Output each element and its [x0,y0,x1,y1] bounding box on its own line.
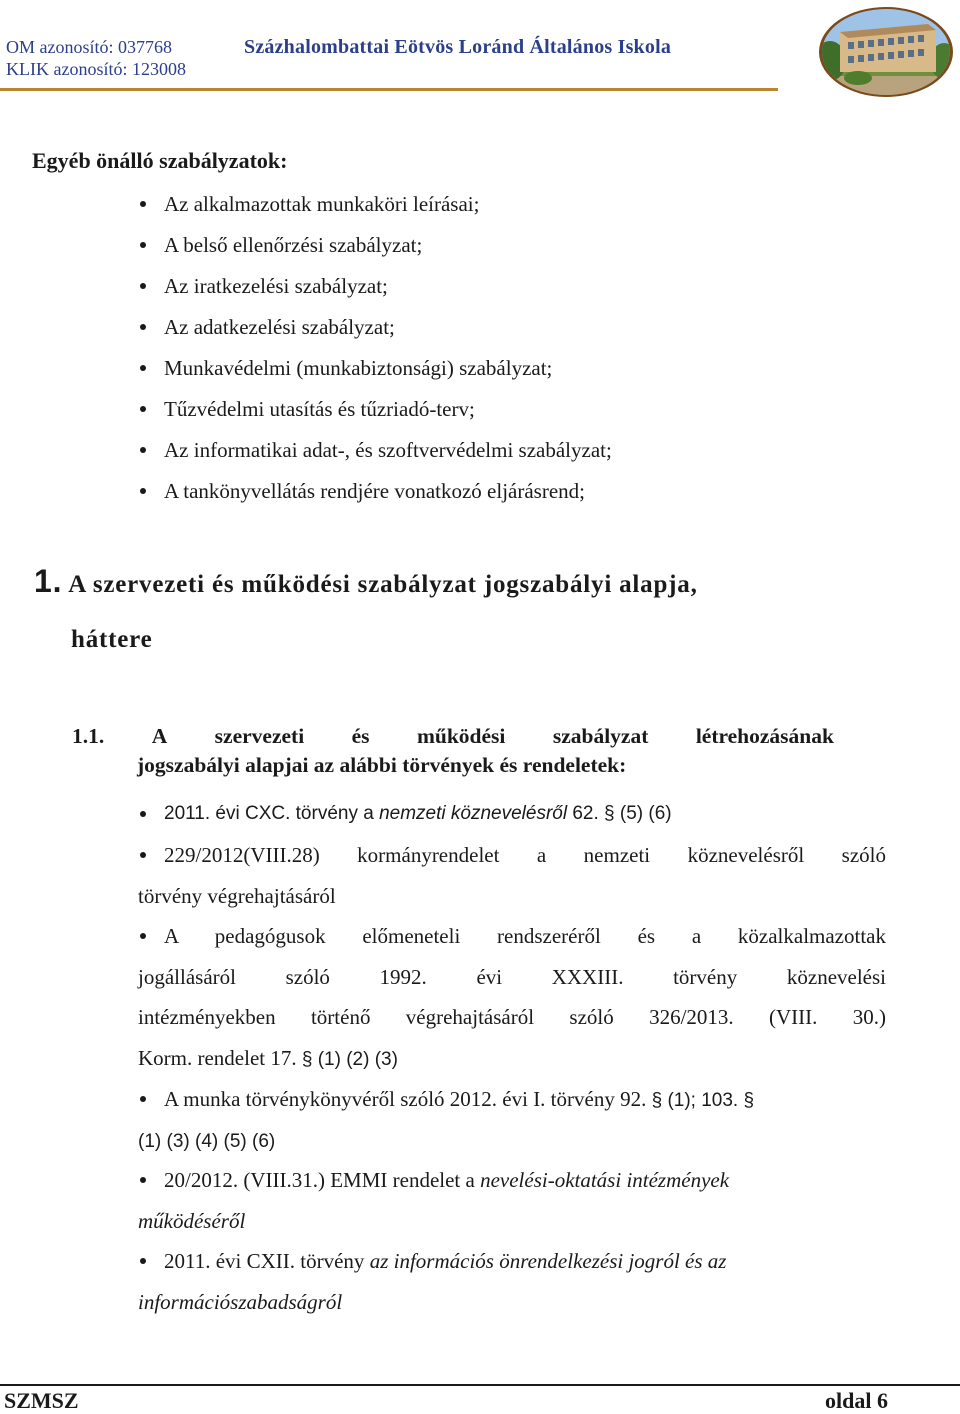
klik-id: KLIK azonosító: 123008 [6,59,186,79]
law-item: 229/2012(VIII.28) kormányrendelet a nemzeti köznevelésről szóló törvény végrehajtásáról [138,843,886,908]
heading-1-1-line1: 1.1. A szervezeti és működési szabályzat létrehozásának [72,722,834,751]
bullet-icon [140,201,146,207]
heading-1-1-line2: jogszabályi alapjai az alábbi törvények és rendeletek: [137,753,627,777]
footer-rule [0,1384,960,1386]
heading-1-text: A szervezeti és működési szabályzat jogszabályi alapja, [68,571,698,598]
law-item: A pedagógusok előmeneteli rendszeréről és a közalkalmazottak jogállásáról szóló 1992. évi XXXIII. törvény köznevelési intézményekben történő végrehajtásáról szóló 326/2013. (VIII. 30.) Korm. rendelet 17. § (1) (2) (3) [138,924,886,1070]
bullet-icon [140,283,146,289]
list-item: Munkavédelmi (munkabiztonsági) szabályzat; [0,354,960,395]
other-rules-list [0,190,960,518]
heading-1-number: 1. [34,563,63,599]
list-item: A belső ellenőrzési szabályzat; [0,231,960,272]
school-building-logo [818,6,954,98]
bullet-icon [140,1258,146,1264]
bullet-icon [140,365,146,371]
bullet-icon [140,811,146,817]
bullet-icon [140,488,146,494]
law-item: 2011. évi CXII. törvény az információs önrendelkezési jogról és az információszabadságról [138,1249,727,1314]
bullet-icon [140,324,146,330]
bullet-icon [140,1096,146,1102]
bullet-icon [140,406,146,412]
bullet-icon [140,242,146,248]
header-rule [0,88,778,91]
list-item: Az informatikai adat-, és szoftvervédelmi szabályzat; [0,436,960,477]
bullet-icon [140,933,146,939]
list-item: A tankönyvellátás rendjére vonatkozó eljárásrend; [0,477,960,518]
header-ids [6,36,186,80]
bullet-icon [140,852,146,858]
heading-1-1-number: 1.1. [72,724,105,748]
school-name: Százhalombattai Eötvös Loránd Általános Iskola [244,36,672,58]
list-item: Az adatkezelési szabályzat; [0,313,960,354]
section-title-other-rules: Egyéb önálló szabályzatok: [32,148,288,173]
heading-1 [34,563,698,600]
list-item: Az iratkezelési szabályzat; [0,272,960,313]
list-item: Tűzvédelmi utasítás és tűzriadó-terv; [0,395,960,436]
list-item: Az alkalmazottak munkaköri leírásai; [0,190,960,231]
law-item: 20/2012. (VIII.31.) EMMI rendelet a nevelési-oktatási intézmények működéséről [138,1168,730,1233]
om-id: OM azonosító: 037768 [6,37,172,57]
footer-page-number: oldal 6 [825,1388,888,1413]
heading-1-1 [72,722,834,780]
footer-doc-name: SZMSZ [4,1388,79,1413]
bullet-icon [140,447,146,453]
bullet-icon [140,1177,146,1183]
page-header [0,0,960,100]
heading-1-continuation: háttere [71,626,153,653]
law-item: 2011. évi CXC. törvény a nemzeti köznevelésről 62. § (5) (6) [138,794,886,835]
law-item: A munka törvénykönyvéről szóló 2012. évi I. törvény 92. § (1); 103. § (1) (3) (4) (5) (6) [138,1087,755,1152]
